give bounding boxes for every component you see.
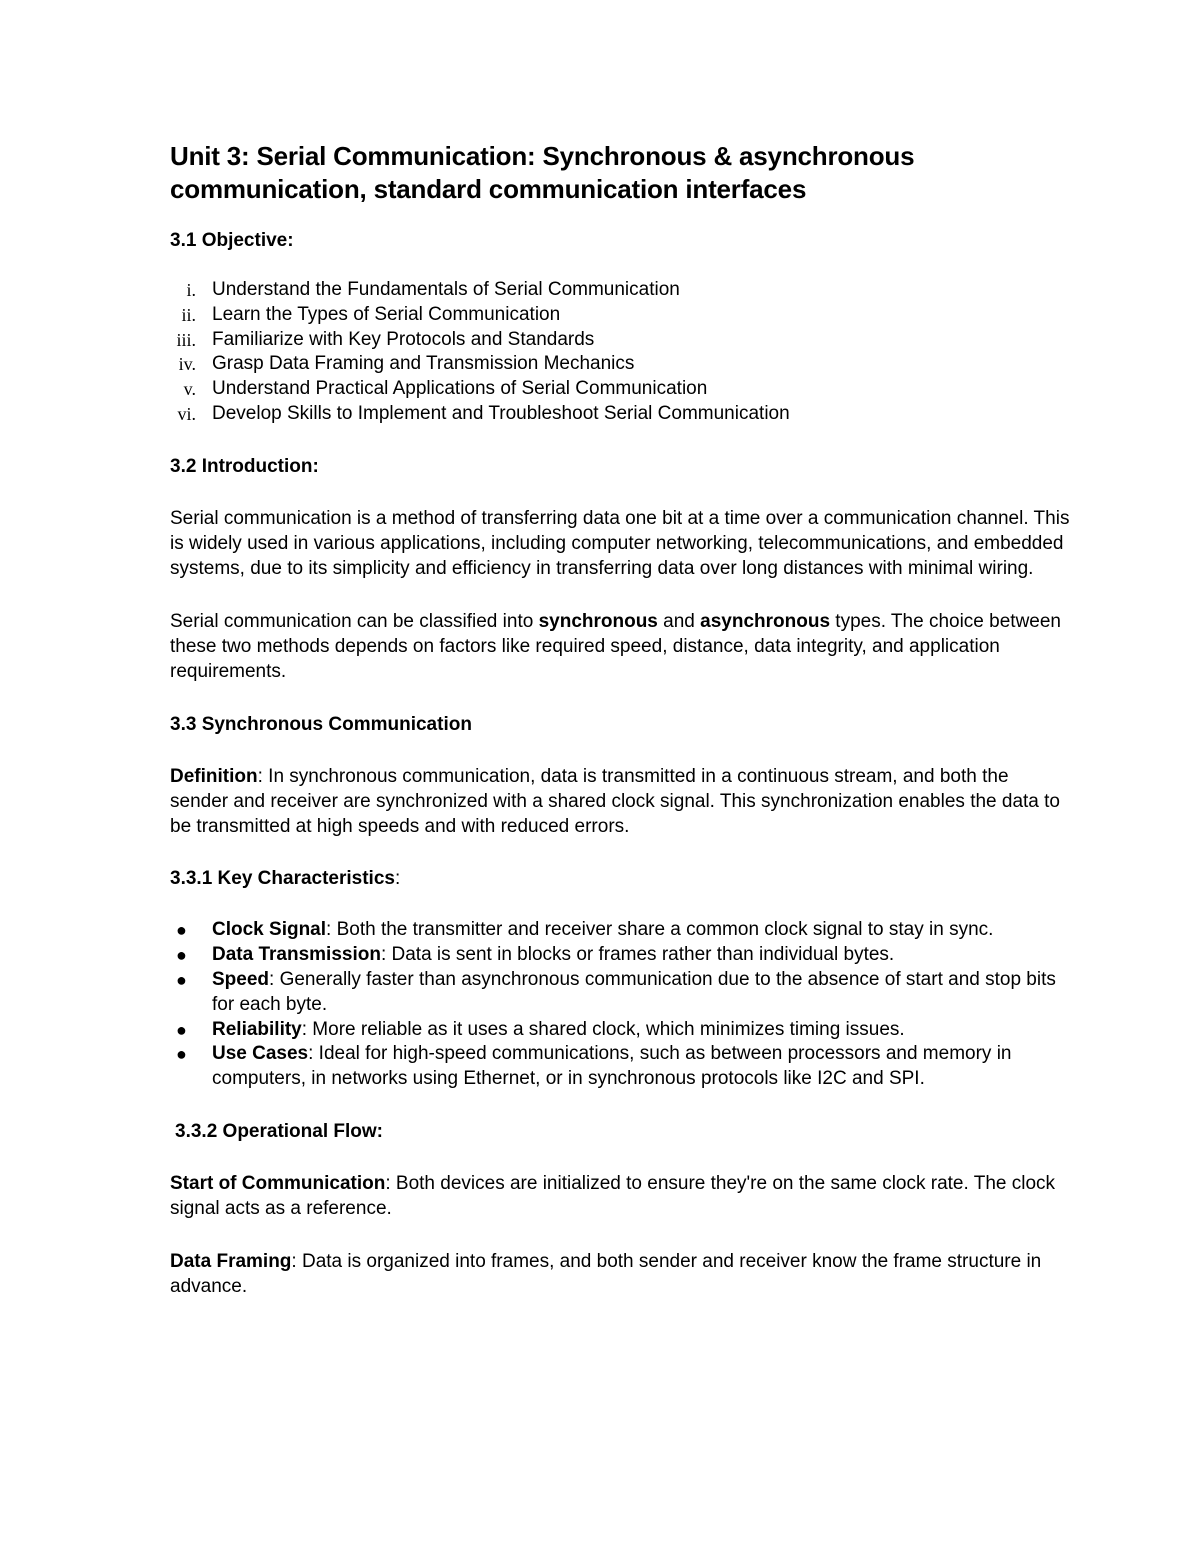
start-of-communication-paragraph: Start of Communication: Both devices are initialized to ensure they're on the same clock rate. The clock signal acts as a reference. <box>170 1173 1056 1220</box>
bullet-icon: ● <box>176 945 187 966</box>
list-item: iii. Familiarize with Key Protocols and Standards <box>176 328 595 350</box>
list-item: ● Data Transmission: Data is sent in blocks or frames rather than individual bytes. <box>170 943 1070 968</box>
data-framing-paragraph: Data Framing: Data is organized into frames, and both sender and receiver know the frame structure in advance. <box>170 1250 1042 1297</box>
page-title: Unit 3: Serial Communication: Synchronous & asynchronous communication, standard communication interfaces <box>170 141 915 204</box>
introduction-heading: 3.2 Introduction: <box>170 455 319 477</box>
list-item: ii. Learn the Types of Serial Communication <box>181 303 561 325</box>
operational-flow-heading: 3.3.2 Operational Flow: <box>175 1121 383 1143</box>
introduction-paragraph-1: Serial communication is a method of transferring data one bit at a time over a communication channel. This is widely used in various applications, including computer networking, telecommunications, and embedded systems, due to its simplicity and efficiency in transferring data over long distances with minimal wiring. <box>170 507 1070 580</box>
list-item: ● Use Cases: Ideal for high-speed communications, such as between processors and memory in computers, in networks using Ethernet, or in synchronous protocols like I2C and SPI. <box>176 1043 1012 1090</box>
list-item: v. Understand Practical Applications of Serial Communication <box>183 378 708 400</box>
objective-heading: 3.1 Objective: <box>170 230 294 251</box>
key-characteristics-heading: 3.3.1 Key Characteristics: <box>170 868 401 890</box>
definition-paragraph: Definition: In synchronous communication, data is transmitted in a continuous stream, and both the sender and receiver are synchronized with a shared clock signal. This synchronization enables the data to be transmitted at high speeds and with reduced errors. <box>170 765 1060 838</box>
list-item: iv. Grasp Data Framing and Transmission Mechanics <box>178 353 635 375</box>
list-item: ● Speed: Generally faster than asynchronous communication due to the absence of start and stop bits for each byte. <box>176 969 1056 1015</box>
bullet-icon: ● <box>176 970 187 991</box>
list-item: i. Understand the Fundamentals of Serial Communication <box>186 279 680 300</box>
list-item: ● Clock Signal: Both the transmitter and receiver share a common clock signal to stay in sync. <box>170 918 1070 943</box>
bullet-icon: ● <box>176 1044 187 1065</box>
synchronous-heading: 3.3 Synchronous Communication <box>170 713 472 735</box>
list-item: vi. Develop Skills to Implement and Troubleshoot Serial Communication <box>177 402 790 424</box>
introduction-paragraph-2: Serial communication can be classified into synchronous and asynchronous types. The choice between these two methods depends on factors like required speed, distance, data integrity, and application requirements. <box>170 610 1061 683</box>
objective-list <box>170 278 1070 427</box>
key-characteristics-list <box>170 918 1070 1092</box>
bullet-icon: ● <box>176 920 187 941</box>
list-item: ● Reliability: More reliable as it uses a shared clock, which minimizes timing issues. <box>170 1018 1070 1043</box>
document-content <box>170 140 1070 1299</box>
bullet-icon: ● <box>176 1019 187 1040</box>
